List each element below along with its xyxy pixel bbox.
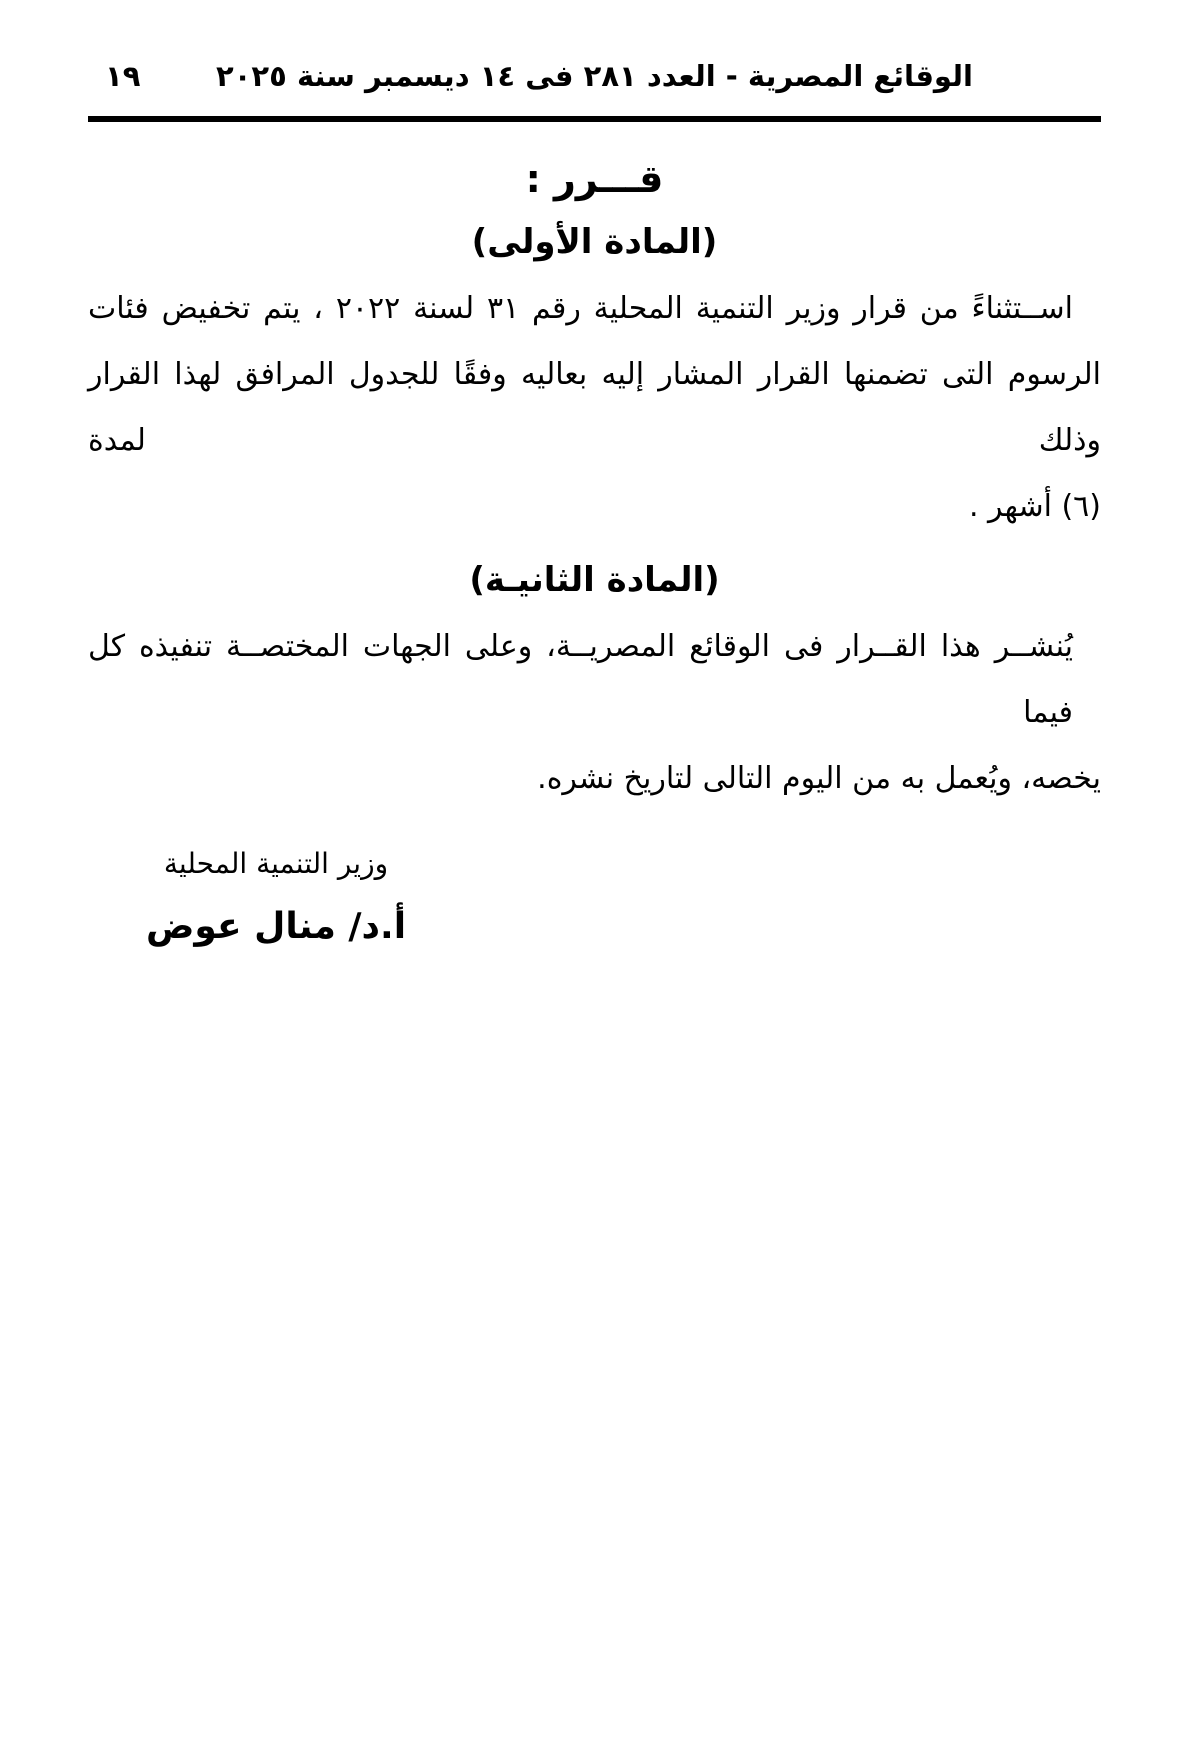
article-one-line-2: الرسوم التى تضمنها القرار المشار إليه بعاليه وفقًا للجدول المرافق لهذا القرار وذلك لمدة <box>88 357 1101 458</box>
article-two-heading: (المادة الثانيـة) <box>469 560 720 600</box>
article-two-line-1: يُنشــر هذا القــرار فى الوقائع المصريــة، وعلى الجهات المختصــة تنفيذه كل فيما <box>88 629 1073 730</box>
article-two-line-2: يخصه، ويُعمل به من اليوم التالى لتاريخ نشره. <box>537 761 1101 796</box>
article-one-heading: (المادة الأولى) <box>471 222 718 262</box>
header-divider-rule <box>88 116 1101 122</box>
page-number: ١٩ <box>105 59 141 93</box>
gazette-header-line: الوقائع المصرية - العدد ٢٨١ فى ١٤ ديسمبر سنة ٢٠٢٥ <box>216 59 973 93</box>
article-one-line-1: اســتثناءً من قرار وزير التنمية المحلية رقم ٣١ لسنة ٢٠٢٢ ، يتم تخفيض فئات <box>88 291 1073 326</box>
signature-block <box>146 842 406 954</box>
signature-title: وزير التنمية المحلية <box>163 847 389 880</box>
article-one-line-3: (٦) أشهر . <box>968 489 1101 524</box>
page-header <box>0 0 1189 100</box>
decree-body <box>0 154 1189 954</box>
signature-name: أ.د/ منال عوض <box>146 906 407 947</box>
decree-decided-heading: قـــرر : <box>525 157 664 201</box>
